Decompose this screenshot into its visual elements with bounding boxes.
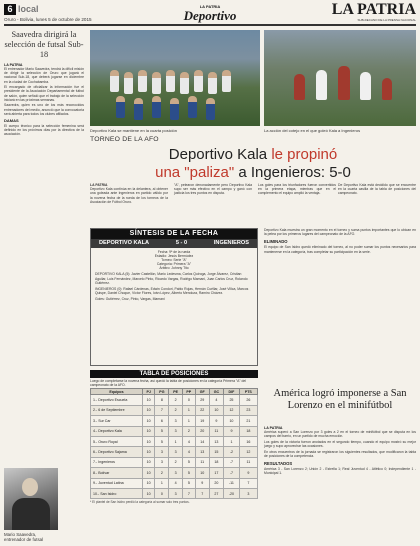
table-cell: 10: [143, 447, 155, 457]
page-number: 6: [4, 4, 16, 15]
supplement-logo: [170, 4, 250, 22]
table-cell: 2: [169, 405, 182, 415]
column-header: PG: [155, 389, 169, 395]
portrait-photo: [4, 468, 58, 530]
table-cell: 10: [195, 468, 209, 478]
table-cell: 11: [209, 426, 224, 436]
portrait-head: [22, 478, 38, 496]
article-text: Deportivo Kala continúa en la delantera, al obtener una goleada ante Ingenieros en partido válido por la novena fecha de la rueda de los torneos de la Asociación de Fútbol Oruro.: [90, 187, 168, 204]
table-cell: 3: [169, 416, 182, 426]
table-cell: 11: [239, 457, 257, 467]
table-row: [91, 405, 258, 415]
table-cell: 18: [209, 457, 224, 467]
home-lineup: DEPORTIVO KALA (5): Javier Castellón, Mario Ledesma, Carlos Quiroga, Jorge Álvarez, Cristian Aguilar, Luis Fernández, Marcelo Pinto, Ricardo Vargas, Rodrigo Mamani, Juan Carlos Cruz, Rolando Gutiérrez.: [95, 272, 248, 285]
table-row: [91, 457, 258, 467]
table-cell: 5.- Oruro Royal: [91, 436, 143, 446]
photo-caption-2: La acción del cotejo en el que goleó Kala a Ingenieros: [264, 128, 361, 133]
table-row: [91, 416, 258, 426]
player-figure: [360, 72, 371, 100]
main-headline-line-1: [90, 146, 416, 163]
column-header: PJ: [143, 389, 155, 395]
table-cell: 3: [155, 457, 169, 467]
table-row: [91, 436, 258, 446]
summary-detail: Torneo: Serie "A": [161, 258, 187, 263]
table-cell: 7: [182, 488, 195, 498]
table-cell: -7: [224, 457, 240, 467]
table-cell: 10: [143, 488, 155, 498]
match-summary-box: [90, 228, 258, 366]
america-paragraph: América superó a San Lorenzo por 3 goles a 2 en el torneo de minifútbol que se disputa en los campos del barrio, en un partido de mucha emoción.: [264, 430, 416, 439]
table-cell: 5: [182, 478, 195, 488]
player-figure: [116, 96, 125, 118]
summary-detail: Categoría: Primera "A": [156, 262, 192, 267]
player-figure: [166, 70, 175, 92]
standings-title: TABLA DE POSICIONES: [90, 370, 258, 378]
table-cell: 13: [195, 447, 209, 457]
table-cell: 9.- Juventud Latina: [91, 478, 143, 488]
table-cell: 10: [143, 436, 155, 446]
table-cell: -11: [224, 478, 240, 488]
standings-table: [90, 388, 258, 499]
table-cell: 4: [169, 478, 182, 488]
summary-title: SÍNTESIS DE LA FECHA: [91, 229, 257, 239]
left-body: [4, 67, 84, 116]
table-cell: 20: [195, 426, 209, 436]
table-cell: 7.- Ingenieros: [91, 457, 143, 467]
right-text: Deportivo Kala muestra un gran momento en el torneo y suma puntos importantes que lo ubican en la pelea por los primeros lugares del campeonato de la AFO.: [264, 228, 416, 237]
damas-text: El cuerpo técnico para la selección femenina será definido en los próximos días por la directiva de la asociación.: [4, 124, 84, 137]
scoreline: [91, 239, 257, 248]
headline-part: Deportivo Kala: [168, 146, 272, 163]
home-team: DEPORTIVO KALA: [99, 240, 150, 246]
table-cell: 3: [239, 488, 257, 498]
america-headline: América logró imponerse a San Lorenzo en el minifútbol: [273, 388, 407, 411]
left-paragraph: El entrenador Mario Saavedra, tendrá la difícil misión de dirigir la selección de Oruro que jugará el nacional Sub-18, que deberá jugarse en diciembre en la ciudad de Cochabamba.: [4, 67, 84, 84]
player-figure: [170, 98, 179, 120]
standings-note: Luego de completarse la novena fecha, así quedó la tabla de posiciones en la categoría Primera "A" del campeonato de la AFO.: [90, 379, 247, 388]
brand-sub: SUB-DECANO DE LA PRENSA NACIONAL: [357, 18, 416, 22]
table-cell: 2: [155, 468, 169, 478]
table-cell: 17: [209, 468, 224, 478]
standings-body: [91, 395, 258, 499]
table-cell: 1.- Deportivo Escuela: [91, 395, 143, 405]
player-figure: [124, 72, 133, 94]
player-figure: [188, 96, 197, 118]
table-row: [91, 478, 258, 488]
table-cell: 6.- Deportivo Sajama: [91, 447, 143, 457]
summary-body: [91, 248, 257, 303]
date-line: Oruro - Bolivia, lunes 5 de octubre de 2015: [4, 17, 92, 22]
table-cell: 2: [169, 457, 182, 467]
table-cell: 1: [182, 405, 195, 415]
column-header: PE: [169, 389, 182, 395]
article-column: Los goles para los triunfadores fueron convertidos en la primera etapa, mientras que en el complemento el equipo amplió la ventaja.: [258, 183, 336, 196]
player-figure: [110, 70, 119, 92]
headline-highlight: le propinó: [271, 146, 338, 163]
summary-detail: Árbitro: Johnny Tito: [159, 266, 189, 271]
table-row: [91, 468, 258, 478]
table-cell: 16: [239, 436, 257, 446]
table-cell: 4.- Deportivo Kala: [91, 426, 143, 436]
left-headline: Saavedra dirigirá la selección de futsal Sub-18: [4, 30, 84, 59]
table-cell: 9: [239, 468, 257, 478]
table-cell: 23: [239, 405, 257, 415]
table-cell: 2: [182, 426, 195, 436]
player-figure: [134, 98, 143, 120]
table-cell: 0: [182, 395, 195, 405]
table-row: [91, 426, 258, 436]
supplement-name: Deportivo: [183, 8, 237, 23]
portrait-body: [12, 498, 50, 530]
column-header: PTS: [239, 389, 257, 395]
table-cell: 10: [224, 416, 240, 426]
table-cell: 6: [155, 416, 169, 426]
left-paragraph: Saavedra, quien es uno de los más reconocidos entrenadores del medio, anunció que la convocatoria será abierta para todos los clubes afiliados.: [4, 103, 84, 116]
table-cell: 3: [169, 447, 182, 457]
table-cell: 5: [155, 436, 169, 446]
table-cell: 2: [169, 395, 182, 405]
table-cell: -20: [224, 488, 240, 498]
table-cell: 1: [169, 436, 182, 446]
newspaper-logo: [330, 2, 416, 22]
results-text: América 3 - San Lorenzo 2; Unión 2 - Estrella 1; Real Juventud 4 - Atlético 0; Independiente 1 - Municipal 1.: [264, 467, 416, 476]
table-cell: 10: [143, 457, 155, 467]
summary-detail: Estadio: Jesús Bermúdez: [154, 254, 194, 259]
article-column: "A", pelearon denonadamente pero Deportivo Kala supo ser más efectivo en el campo y ganó con justicia los tres puntos en disputa.: [174, 183, 252, 196]
article-tag: LA PATRIA: [90, 183, 108, 187]
table-cell: 1: [182, 416, 195, 426]
table-cell: 4: [209, 395, 224, 405]
table-cell: 8: [155, 395, 169, 405]
eliminado-text: El equipo de San Isidro quedó eliminado del torneo, al no poder sumar los puntos necesarios para mantenerse en la categoría, tras completar su participación en la serie.: [264, 245, 416, 254]
table-row: [91, 488, 258, 498]
table-cell: 29: [195, 395, 209, 405]
column-header: Equipos: [91, 389, 143, 395]
table-cell: 10: [143, 468, 155, 478]
table-row: [91, 395, 258, 405]
table-cell: 22: [195, 405, 209, 415]
table-cell: 10: [143, 426, 155, 436]
table-cell: 7: [155, 405, 169, 415]
table-cell: 18: [239, 426, 257, 436]
photo-caption-1: Deportivo Kala se mantiene en la cuarta posición: [90, 128, 177, 133]
america-paragraph: Los goles de la victoria fueron anotados en el segundo tiempo, cuando el equipo mostró su mejor juego y supo aprovechar las ocasiones.: [264, 439, 416, 448]
table-cell: 10: [143, 416, 155, 426]
table-cell: 10.- San Isidro: [91, 488, 143, 498]
table-cell: -7: [224, 468, 240, 478]
table-cell: 21: [239, 416, 257, 426]
section-label: local: [18, 4, 39, 14]
player-figure: [316, 70, 327, 100]
player-figure: [180, 72, 189, 94]
table-cell: 8.- Bolívar: [91, 468, 143, 478]
table-cell: 10: [209, 405, 224, 415]
table-cell: 9: [209, 416, 224, 426]
player-figure: [138, 70, 147, 92]
table-cell: 7: [239, 478, 257, 488]
main-headline-line-2: [90, 164, 416, 181]
table-cell: 1: [155, 478, 169, 488]
table-cell: 12: [239, 447, 257, 457]
table-cell: 15: [209, 447, 224, 457]
table-cell: 27: [209, 488, 224, 498]
column-header: PP: [182, 389, 195, 395]
table-cell: 12: [224, 405, 240, 415]
table-cell: 0: [155, 488, 169, 498]
table-cell: 7: [195, 488, 209, 498]
player-figure: [194, 70, 203, 92]
america-text: [264, 430, 416, 458]
table-cell: 4: [182, 436, 195, 446]
final-score: 5 - 0: [175, 240, 188, 246]
table-cell: 3: [169, 426, 182, 436]
table-cell: 10: [143, 478, 155, 488]
portrait-caption: Mario Saavedra, entrenador de futsal: [4, 532, 44, 542]
brand-name: LA PATRIA: [331, 1, 416, 18]
supplement-top: LA PATRIA: [199, 4, 221, 9]
right-column: [264, 228, 416, 254]
table-cell: 3.- Sur Car: [91, 416, 143, 426]
table-cell: 11: [195, 457, 209, 467]
summary-detail: Fecha: 9ª de la rueda: [157, 250, 191, 254]
eliminado-subhead: ELIMINADO: [264, 239, 288, 245]
header-rule: [4, 24, 416, 26]
table-cell: 10: [143, 405, 155, 415]
player-figure: [152, 72, 161, 94]
table-cell: 3: [169, 468, 182, 478]
america-article: [264, 426, 416, 475]
results-subhead: RESULTADOS: [264, 461, 293, 466]
table-cell: 13: [209, 436, 224, 446]
table-cell: 9: [195, 478, 209, 488]
damas-subhead: DAMAS: [4, 118, 19, 124]
player-figure: [206, 98, 215, 120]
table-row: [91, 447, 258, 457]
match-photo: [264, 30, 416, 126]
article-column: [90, 183, 168, 204]
left-tag: LA PATRIA: [4, 63, 23, 67]
table-cell: 14: [195, 436, 209, 446]
player-figure: [294, 74, 305, 100]
table-cell: 25: [224, 395, 240, 405]
table-cell: -2: [224, 447, 240, 457]
column-header: GF: [195, 389, 209, 395]
team-photo: [90, 30, 260, 126]
table-cell: 5: [182, 468, 195, 478]
table-cell: 3: [169, 488, 182, 498]
player-figure: [152, 96, 161, 118]
player-figure: [338, 66, 350, 100]
left-article: [4, 30, 84, 137]
article-column: De Deportivo Kala está decidido que se encuentre en la cuarta casilla de la tabla de posiciones del campeonato.: [338, 183, 416, 196]
headline-highlight: una "paliza": [155, 164, 239, 181]
table-cell: 3: [155, 447, 169, 457]
left-paragraph: El encargado de oficializar la información fue el presidente de la Asociación Departamental de futbol de salón, quien señaló que el trabajo de la selección iniciará en las próximas semanas.: [4, 85, 84, 102]
article-kicker: TORNEO DE LA AFO: [90, 136, 159, 143]
table-cell: 20: [209, 478, 224, 488]
column-header: DIF: [224, 389, 240, 395]
standings-box: [90, 370, 258, 504]
table-cell: 10: [143, 395, 155, 405]
column-header: GC: [209, 389, 224, 395]
headline-part: a Ingenieros: 5-0: [238, 164, 351, 181]
table-cell: 4: [182, 447, 195, 457]
away-lineup: INGENIEROS (0): Rafael Cárdenas, Edwin Condori, Pablo Rojas, Hernán Cuéllar, José Villca, Marcos Quispe, Daniel Choque, Víctor Flores, Iván López, Alberto Mendoza, Ramiro Chávez.: [95, 286, 249, 295]
table-cell: 5: [182, 457, 195, 467]
america-tag: LA PATRIA: [264, 426, 283, 430]
player-figure: [222, 70, 231, 92]
goal-scorers: Goles: Gutiérrez, Cruz, Pinto, Vargas, Mamani: [95, 296, 165, 301]
standings-footnote: * El plantel de San Isidro perdió la categoría al sumar solo tres puntos.: [90, 500, 190, 505]
table-cell: 2.- 6 de Septiembre: [91, 405, 143, 415]
table-cell: 19: [195, 416, 209, 426]
away-team: INGENIEROS: [213, 240, 249, 246]
player-figure: [382, 78, 392, 100]
table-cell: 26: [239, 395, 257, 405]
player-figure: [208, 72, 217, 94]
table-cell: 9: [224, 426, 240, 436]
table-cell: 5: [155, 426, 169, 436]
america-paragraph: En otros encuentros de la jornada se registraron los siguientes resultados, que modificaron la tabla de posiciones de la competencia.: [264, 449, 416, 458]
table-cell: 1: [224, 436, 240, 446]
